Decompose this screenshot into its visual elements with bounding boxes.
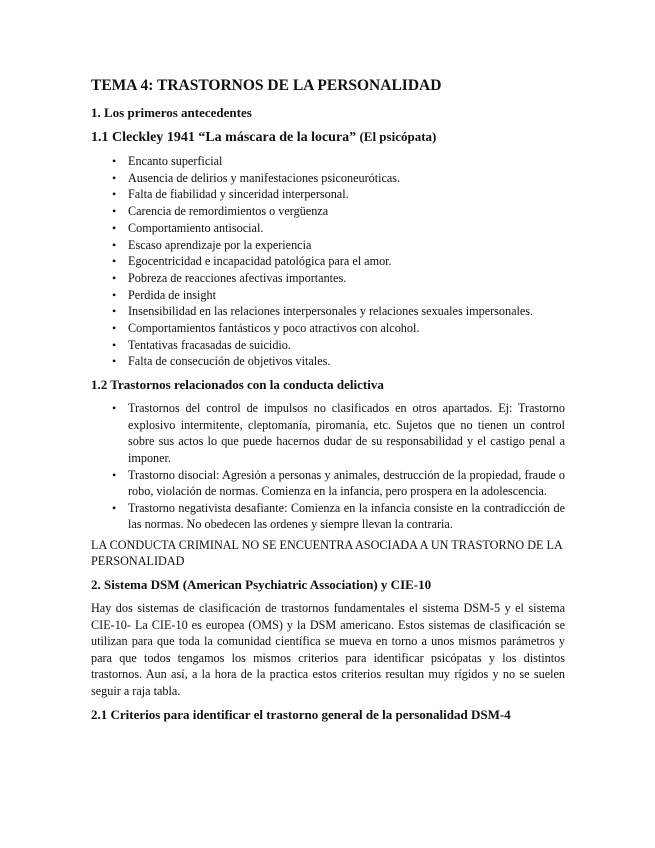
list-item [112, 253, 565, 270]
section-2-paragraph: Hay dos sistemas de clasificación de trastornos fundamentales el sistema DSM-5 y el sistema CIE-10- La CIE-10 es europea (OMS) y la DSM americano. Estos sistemas de clasificación se utilizan para que toda la comunidad científica se mueva en torno a unos mismos parámetros y para que todos tengamos los mismos criterios para identificar psicópatas y los distintos trastornos. Aun así, a la hora de la practica estos criterios resultan muy rígidos y no se suelen seguir a raja tabla. [91, 601, 565, 699]
section-heading-1-1 [91, 128, 565, 147]
section-heading-2: 2. Sistema DSM (American Psychiatric Association) y CIE-10 [91, 577, 432, 593]
list-item-text: Trastorno negativista desafiante: Comienza en la infancia consiste en la contradicción de las normas. No obedecen las ordenes y siempre llevan la contraria. [128, 500, 565, 532]
list-item [112, 353, 565, 370]
list-item-text: Insensibilidad en las relaciones interpersonales y relaciones sexuales impersonales. [128, 304, 534, 319]
list-item [112, 203, 565, 220]
bullet-icon: • [112, 401, 117, 416]
section-heading-1-1-main: 1.1 Cleckley 1941 “La máscara de la locura” [91, 130, 357, 145]
bullet-icon: • [112, 154, 117, 168]
bullet-icon: • [112, 220, 117, 235]
cleckley-criteria-list [91, 153, 565, 370]
list-item-text: Egocentricidad e incapacidad patológica para el amor. [128, 254, 392, 269]
section-heading-1-1-paren: (El psicópata) [359, 129, 437, 144]
section-heading-1: 1. Los primeros antecedentes [91, 105, 252, 120]
bullet-icon: • [112, 204, 117, 219]
list-item [112, 500, 565, 533]
section-heading-2-1: 2.1 Criterios para identificar el trastorno general de la personalidad DSM-4 [91, 706, 511, 722]
list-item [112, 170, 565, 187]
list-item [112, 337, 565, 354]
document-title: TEMA 4: TRASTORNOS DE LA PERSONALIDAD [91, 77, 442, 94]
criminal-disorders-list [91, 400, 565, 533]
caps-note: LA CONDUCTA CRIMINAL NO SE ENCUENTRA ASOCIADA A UN TRASTORNO DE LA PERSONALIDAD [91, 537, 563, 569]
list-item-text: Comportamientos fantásticos y poco atractivos con alcohol. [128, 321, 420, 336]
bullet-icon: • [112, 287, 117, 302]
list-item [112, 270, 565, 287]
list-item-text: Escaso aprendizaje por la experiencia [128, 237, 312, 252]
list-item [112, 467, 565, 500]
list-item [112, 153, 565, 170]
section-heading-1-2: 1.2 Trastornos relacionados con la conducta delictiva [91, 377, 384, 393]
list-item-text: Carencia de remordimientos o vergüenza [128, 204, 329, 219]
list-item [112, 320, 565, 337]
bullet-icon: • [112, 237, 117, 252]
list-item-text: Comportamiento antisocial. [128, 220, 264, 235]
bullet-icon: • [112, 170, 117, 185]
list-item-text: Ausencia de delirios y manifestaciones psiconeuróticas. [128, 170, 401, 185]
list-item [112, 400, 565, 466]
list-item [112, 220, 565, 237]
bullet-icon: • [112, 187, 117, 202]
list-item [112, 287, 565, 304]
bullet-icon: • [112, 270, 117, 285]
bullet-icon: • [112, 254, 117, 269]
bullet-icon: • [112, 321, 117, 336]
list-item-text: Trastornos del control de impulsos no clasificados en otros apartados. Ej: Trastorno explosivo intermitente, cleptomanía, piromanía, etc. Sujetos que no tienen un control sobre sus actos lo que puede hacernos dudar de su responsabilidad y el castigo penal a imponer. [128, 401, 565, 465]
list-item-text: Falta de consecución de objetivos vitales. [128, 354, 331, 369]
list-item-text: Tentativas fracasadas de suicidio. [128, 337, 291, 352]
list-item-text: Pobreza de reacciones afectivas importantes. [128, 270, 347, 285]
list-item [112, 303, 565, 320]
list-item-text: Perdida de insight [128, 287, 217, 302]
list-item-text: Encanto superficial [128, 154, 223, 168]
list-item [112, 186, 565, 203]
bullet-icon: • [112, 354, 117, 369]
bullet-icon: • [112, 337, 117, 352]
bullet-icon: • [112, 500, 117, 515]
list-item-text: Falta de fiabilidad y sinceridad interpersonal. [128, 187, 349, 202]
bullet-icon: • [112, 467, 117, 482]
bullet-icon: • [112, 304, 117, 319]
list-item [112, 237, 565, 254]
list-item-text: Trastorno disocial: Agresión a personas y animales, destrucción de la propiedad, fraude o robo, violación de normas. Comienza en la infancia, pero prospera en la adolescencia. [128, 467, 565, 499]
